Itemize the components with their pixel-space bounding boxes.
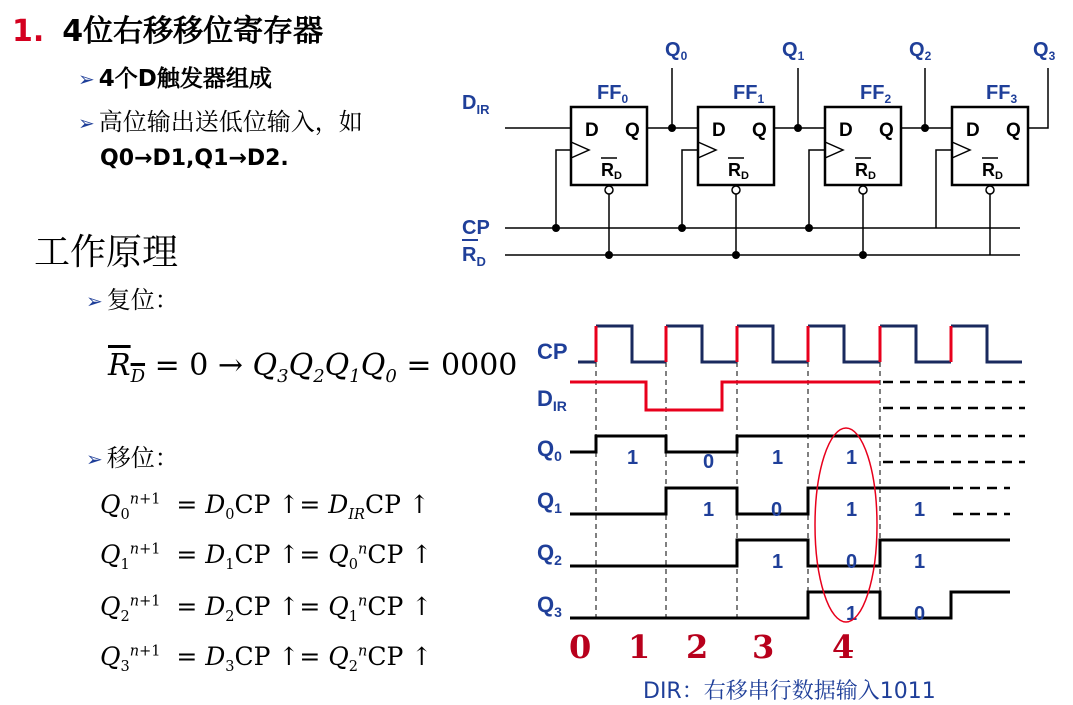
q1-dashed-continuation — [953, 488, 1010, 514]
rd-symbol: $R_D$ — [108, 348, 146, 387]
q3-output-label: $Q_3$ — [1033, 39, 1056, 63]
bullet-example: Q0→D1,Q1→D2. — [100, 146, 289, 171]
step-number: 2 — [686, 628, 709, 666]
timing-label-q0: $Q_0$ — [537, 436, 562, 464]
cp-waveform — [578, 326, 1022, 362]
ff1-pin-d: D — [712, 120, 726, 141]
q0-value: 1 — [627, 447, 639, 469]
timing-label-cp: CP — [537, 339, 568, 364]
reset-formula: $R_D = 0 \to Q_3Q_2Q_1Q_0 = 0000$ — [108, 348, 518, 387]
ff1-pin-q: Q — [752, 120, 767, 141]
q0-dashed-continuation — [883, 436, 1025, 462]
ff0-pin-d: D — [585, 120, 599, 141]
shift-equation-q3: $Q_3^{n+1} = D_3CP$ ↑= $Q_2^nCP$ ↑ — [100, 642, 433, 675]
title-text: 4位右移移位寄存器 — [62, 14, 324, 49]
timing-label-q3: $Q_3$ — [537, 592, 562, 620]
ff2-pin-q: Q — [879, 120, 894, 141]
circuit-diagram — [505, 68, 1048, 255]
q0-waveform — [570, 436, 880, 452]
timing-signal-labels — [537, 339, 568, 620]
section-title: 工作原理 — [34, 232, 179, 273]
ff3-pin-q: Q — [1006, 120, 1021, 141]
bullet-text: 高位输出送低位输入，如 — [98, 108, 363, 136]
ff1-clock-icon — [698, 142, 716, 158]
title-number: 1. — [12, 14, 45, 49]
q3-value: 0 — [914, 603, 926, 625]
ff1-pin-rd: RD — [728, 160, 749, 182]
q0-output-label: $Q_0$ — [665, 39, 688, 63]
q1-value: 1 — [846, 499, 858, 521]
step-number: 4 — [832, 628, 855, 666]
step-number: 3 — [752, 628, 775, 666]
ff3-clock-icon — [952, 142, 970, 158]
ff2-clock-icon — [825, 142, 843, 158]
q0-value: 1 — [772, 447, 784, 469]
q0-value: 0 — [703, 451, 715, 473]
q1-value: 1 — [914, 499, 926, 521]
dir-input-label: $D_{IR}$ — [462, 92, 490, 117]
ff0-pin-q: Q — [625, 120, 640, 141]
q0-value: 1 — [846, 447, 858, 469]
cp-input-label: CP — [462, 217, 490, 239]
q3-waveform — [570, 592, 1010, 618]
ff3-pin-d: D — [966, 120, 980, 141]
reset-label: 复位： — [106, 286, 179, 314]
timing-caption: DIR：右移串行数据输入1011 — [643, 679, 936, 704]
ff2-label: $FF_2$ — [860, 82, 892, 106]
ff2-pin-d: D — [839, 120, 853, 141]
rd-pin-labels — [601, 160, 1003, 182]
bullet-arrow-icon: ➢ — [78, 67, 95, 91]
step-number: 1 — [628, 628, 651, 666]
ff3-pin-rd: RD — [982, 160, 1003, 182]
ff3-label: $FF_3$ — [986, 82, 1018, 106]
shift-equation-q0: $Q_0^{n+1} = D_0CP$ ↑= $D_{IR}CP$ ↑ — [100, 490, 430, 523]
ff0-clock-icon — [571, 142, 589, 158]
pin-labels — [585, 120, 1021, 141]
step-number: 0 — [569, 628, 592, 666]
bullet-arrow-icon: ➢ — [86, 289, 103, 313]
q2-value: 1 — [772, 551, 784, 573]
q2-value: 1 — [914, 551, 926, 573]
q1-value: 1 — [703, 499, 715, 521]
q1-value: 0 — [771, 499, 783, 521]
q2-waveform — [570, 540, 1010, 566]
ff-labels — [462, 39, 1056, 269]
timing-label-q2: $Q_2$ — [537, 540, 562, 568]
rd-input-label: $R_D$ — [462, 244, 486, 269]
q2-value: 0 — [846, 551, 858, 573]
ff2-pin-rd: RD — [855, 160, 876, 182]
q3-value: 1 — [846, 603, 858, 625]
ff1-label: $FF_1$ — [733, 82, 765, 106]
q1-waveform — [570, 488, 950, 514]
shift-equation-q2: $Q_2^{n+1} = D_2CP$ ↑= $Q_1^nCP$ ↑ — [100, 592, 433, 625]
bullet-arrow-icon: ➢ — [78, 111, 95, 135]
bullet-text: 4个D触发器组成 — [98, 66, 272, 92]
shift-label: 移位： — [106, 444, 179, 472]
dir-dashed-continuation — [883, 382, 1025, 408]
dir-waveform — [570, 382, 880, 410]
timing-label-q1: $Q_1$ — [537, 488, 562, 516]
ff0-label: $FF_0$ — [597, 82, 629, 106]
q1-output-label: $Q_1$ — [782, 39, 805, 63]
reset-result: 0000 — [441, 348, 518, 383]
q2-output-label: $Q_2$ — [909, 39, 932, 63]
timing-label-dir: $D_{IR}$ — [537, 386, 567, 414]
ff0-pin-rd: RD — [601, 160, 622, 182]
bullet-arrow-icon: ➢ — [86, 447, 103, 471]
shift-equation-q1: $Q_1^{n+1} = D_1CP$ ↑= $Q_0^nCP$ ↑ — [100, 540, 433, 573]
